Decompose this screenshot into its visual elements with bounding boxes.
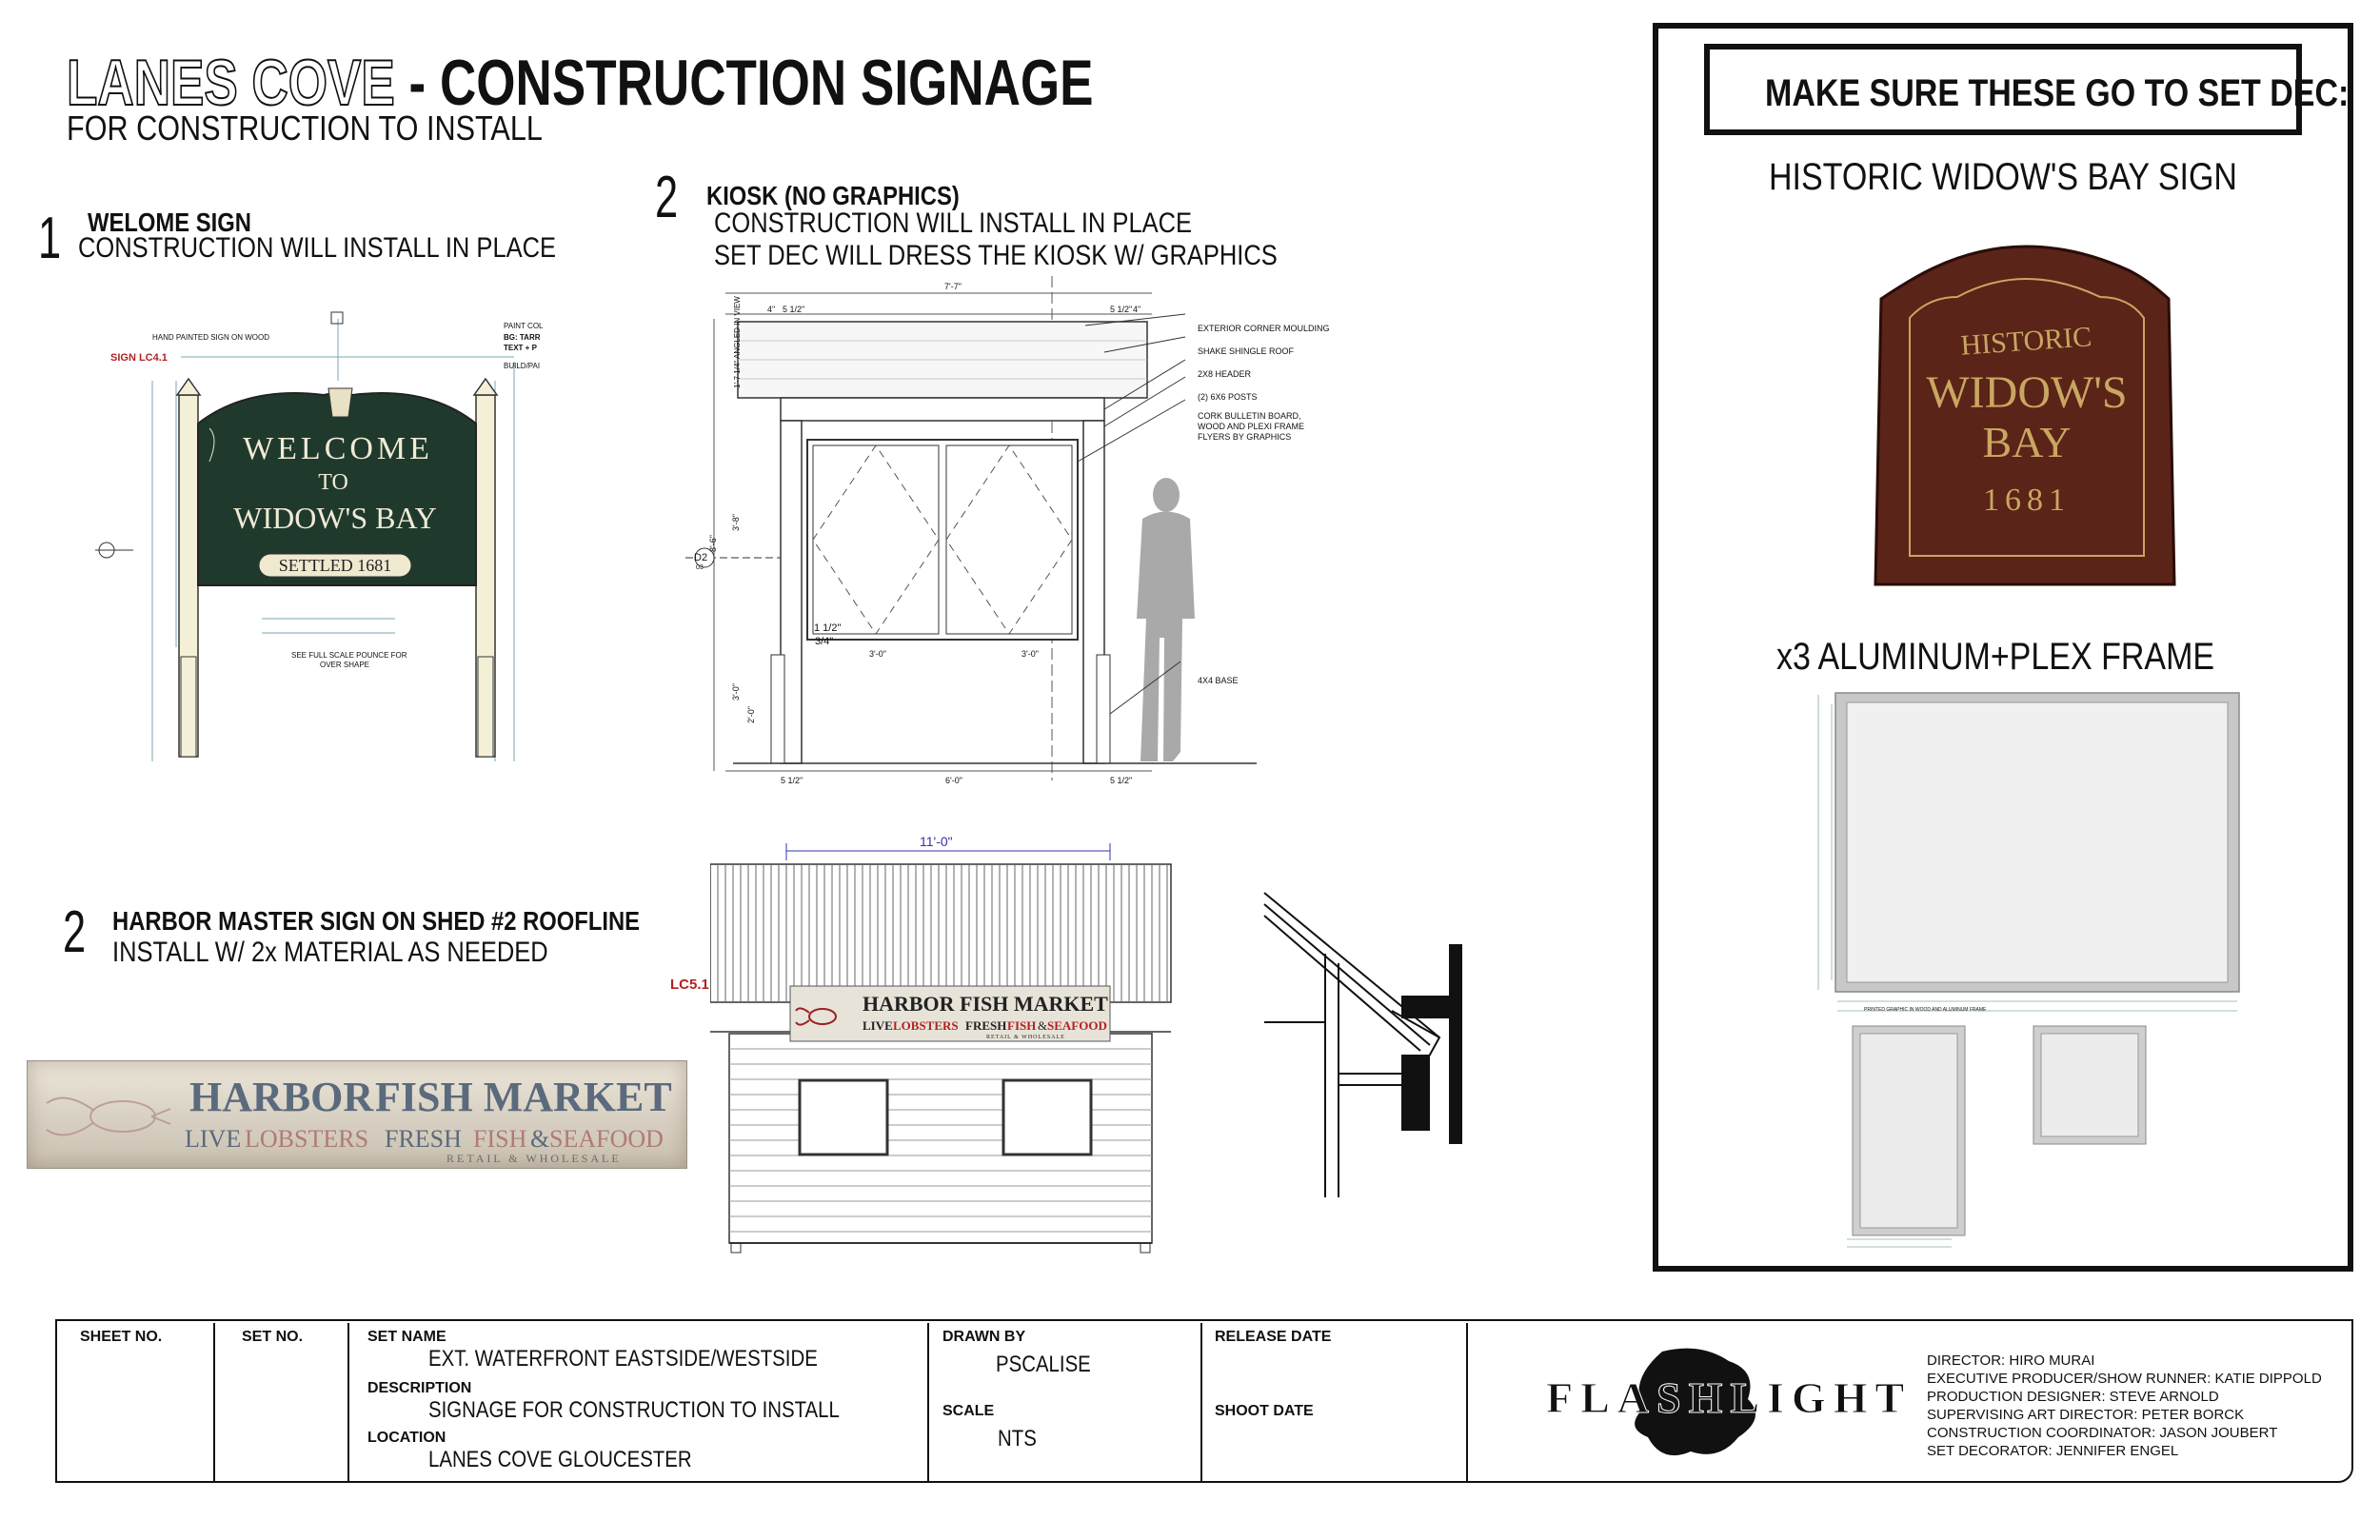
shoot-date-label: SHOOT DATE (1215, 1403, 1314, 1419)
title-block-divider (1466, 1323, 1468, 1481)
harbor-photo-live: LIVE (185, 1125, 242, 1153)
kiosk-label-cork: WOOD AND PLEXI FRAME (1198, 422, 1305, 431)
harbor-ref-lc51: LC5.1 (670, 977, 709, 993)
historic-sign-name2: BAY (1982, 418, 2072, 466)
kiosk-dim-right-a: 5 1/2" (1110, 305, 1133, 314)
title-separator: - (394, 47, 440, 119)
kiosk-label-header: 2X8 HEADER (1198, 369, 1252, 379)
lobster-icon (47, 1098, 170, 1135)
frame-note: PRINTED GRAPHIC IN WOOD AND ALUMINUM FRAME (1864, 1007, 1987, 1013)
title-block-divider (213, 1323, 215, 1481)
kiosk-dim-total: 8'-6" (708, 535, 718, 552)
kiosk-dim-bay-right: 3'-0" (1021, 649, 1039, 659)
label-text: TEXT + P (504, 344, 537, 352)
credit-line: CONSTRUCTION COORDINATOR: JASON JOUBERT (1927, 1425, 2278, 1441)
section-note: SET DEC WILL DRESS THE KIOSK W/ GRAPHICS (714, 240, 1278, 271)
harbor-dim-width: 11'-0" (920, 834, 953, 849)
shed-sign-retail: RETAIL & WHOLESALE (986, 1035, 1065, 1040)
kiosk-dim-base: 2'-0" (746, 706, 756, 723)
harbor-photo-title-a: HARBOR (189, 1074, 374, 1120)
shed-sign-fresh: FRESH (965, 1018, 1007, 1033)
title-block-divider (1200, 1323, 1202, 1481)
credit-line: SUPERVISING ART DIRECTOR: PETER BORCK (1927, 1407, 2245, 1423)
label-hand-painted: HAND PAINTED SIGN ON WOOD (152, 333, 269, 342)
scale-value: NTS (998, 1426, 1037, 1451)
location-label: LOCATION (367, 1430, 446, 1446)
page-subtitle: FOR CONSTRUCTION TO INSTALL (67, 109, 543, 148)
drawn-by-label: DRAWN BY (942, 1329, 1026, 1345)
shed-sign-lobsters: LOBSTERS (893, 1018, 959, 1033)
description-value: SIGNAGE FOR CONSTRUCTION TO INSTALL (428, 1397, 840, 1423)
kiosk-dim-bottom-l: 5 1/2" (781, 776, 803, 785)
kiosk-label-base: 4X4 BASE (1198, 676, 1239, 685)
title-block-divider (347, 1323, 349, 1481)
welcome-sign-line3: WIDOW'S BAY (233, 501, 437, 535)
harbor-photo-fresh: FRESH (385, 1125, 462, 1153)
set-name-value: EXT. WATERFRONT EASTSIDE/WESTSIDE (428, 1346, 818, 1372)
welcome-sign-plaque: SETTLED 1681 (278, 556, 392, 575)
kiosk-label-roof: SHAKE SHINGLE ROOF (1198, 346, 1295, 356)
shed-sign-title-a: HARBOR (863, 992, 955, 1016)
harbor-photo-retail: RETAIL & WHOLESALE (446, 1152, 622, 1165)
shed-svg (710, 838, 1186, 1266)
shed-sign-amp: & (1038, 1018, 1048, 1033)
sheet-no-label: SHEET NO. (80, 1329, 163, 1345)
credit-line: PRODUCTION DESIGNER: STEVE ARNOLD (1927, 1389, 2219, 1405)
historic-sign-arc: HISTORIC (1959, 321, 2093, 362)
shed-sign-live: LIVE (863, 1018, 893, 1033)
title-subject: CONSTRUCTION SIGNAGE (439, 47, 1094, 119)
kiosk-dim-bottom-r: 5 1/2" (1110, 776, 1133, 785)
description-label: DESCRIPTION (367, 1380, 472, 1396)
kiosk-dim-lower: 3'-0" (731, 683, 741, 701)
title-block-divider (927, 1323, 929, 1481)
kiosk-dim-panel: 3'-8" (731, 514, 741, 531)
harbor-sign-photo (27, 1060, 687, 1169)
kiosk-dim-frame-b: 3/4" (815, 636, 834, 647)
kiosk-label-cork: FLYERS BY GRAPHICS (1198, 432, 1292, 442)
historic-sign (1872, 232, 2180, 586)
section-title: WELOME SIGN (88, 207, 251, 237)
kiosk-callout-d2-sub: 03 (696, 564, 704, 571)
label-paint-col: PAINT COL (504, 322, 544, 330)
kiosk-dim-left-b: 5 1/2" (783, 305, 805, 314)
credit-line: DIRECTOR: HIRO MURAI (1927, 1352, 2095, 1369)
welcome-sign-svg (95, 305, 552, 780)
credits (1927, 1352, 2322, 1460)
kiosk-label-cork: CORK BULLETIN BOARD, (1198, 411, 1301, 421)
harbor-sign-svg (28, 1061, 686, 1168)
harbor-photo-title-b: FISH MARKET (375, 1074, 672, 1120)
roof-section-svg (1259, 883, 1478, 1207)
section-number: 1 (38, 206, 62, 271)
label-bg: BG: TARR (504, 333, 541, 342)
aluminum-frames (1809, 685, 2266, 1256)
credit-line: SET DECORATOR: JENNIFER ENGEL (1927, 1443, 2179, 1459)
kiosk-dim-bottom: 6'-0" (945, 776, 962, 785)
frames-svg (1809, 685, 2266, 1256)
kiosk-label-posts: (2) 6X6 POSTS (1198, 392, 1258, 402)
kiosk-dim-bay-left: 3'-0" (869, 649, 886, 659)
historic-sign-name1: WIDOW'S (1926, 367, 2128, 418)
harbor-photo-lobsters: LOBSTERS (245, 1125, 369, 1153)
set-dec-item1-title: HISTORIC WIDOW'S BAY SIGN (1769, 156, 2237, 198)
sign-ref-lc41: SIGN LC4.1 (110, 352, 168, 364)
welcome-sign-line1: WELCOME (243, 431, 433, 466)
label-pounce2: OVER SHAPE (320, 661, 370, 669)
logo-text: FLASHLIGHT (1546, 1373, 1913, 1422)
release-date-label: RELEASE DATE (1215, 1329, 1332, 1345)
harbor-photo-fish: FISH (473, 1125, 527, 1153)
section-title: HARBOR MASTER SIGN ON SHED #2 ROOFLINE (112, 906, 641, 936)
credit-line: EXECUTIVE PRODUCER/SHOW RUNNER: KATIE DIPPOLD (1927, 1371, 2322, 1387)
set-dec-item2-title: x3 ALUMINUM+PLEX FRAME (1776, 636, 2215, 678)
section-note: INSTALL W/ 2x MATERIAL AS NEEDED (112, 937, 548, 968)
harbor-photo-amp: & (530, 1125, 550, 1153)
shed-drawing (710, 838, 1186, 1266)
kiosk-dim-right-b: 4" (1133, 305, 1141, 314)
set-no-label: SET NO. (242, 1329, 304, 1345)
welcome-sign-drawing (95, 305, 552, 780)
section-note: CONSTRUCTION WILL INSTALL IN PLACE (78, 232, 557, 264)
welcome-sign-line2: TO (318, 470, 348, 495)
kiosk-dim-left-a: 4" (767, 305, 776, 314)
section-note: CONSTRUCTION WILL INSTALL IN PLACE (714, 207, 1193, 239)
section-number: 2 (655, 165, 679, 230)
section-number: 2 (63, 899, 87, 965)
drawn-by-value: PSCALISE (996, 1352, 1091, 1377)
historic-sign-svg (1872, 232, 2180, 586)
shed-sign-title-b: FISH MARKET (960, 992, 1108, 1016)
kiosk-callout-d2: D2 (694, 552, 708, 563)
shed-sign-fish: FISH (1007, 1018, 1037, 1033)
section-title: KIOSK (NO GRAPHICS) (706, 181, 960, 210)
location-value: LANES COVE GLOUCESTER (428, 1447, 692, 1472)
label-build: BUILD/PAI (504, 362, 541, 370)
scale-label: SCALE (942, 1403, 995, 1419)
kiosk-label-moulding: EXTERIOR CORNER MOULDING (1198, 324, 1330, 333)
shed-sign-seafood: SEAFOOD (1047, 1018, 1107, 1033)
harbor-photo-seafood: SEAFOOD (549, 1125, 664, 1153)
roof-section-detail (1259, 883, 1478, 1207)
kiosk-dim-top: 7'-7" (944, 282, 962, 291)
kiosk-dim-roof: 1'-7 1/4" ANGLED IN VIEW (733, 296, 742, 388)
label-pounce: SEE FULL SCALE POUNCE FOR (291, 651, 407, 660)
set-name-label: SET NAME (367, 1329, 446, 1345)
kiosk-dim-frame-a: 1 1/2" (814, 622, 842, 634)
historic-sign-year: 1681 (1983, 483, 2071, 518)
set-dec-heading: MAKE SURE THESE GO TO SET DEC: (1765, 72, 2350, 114)
